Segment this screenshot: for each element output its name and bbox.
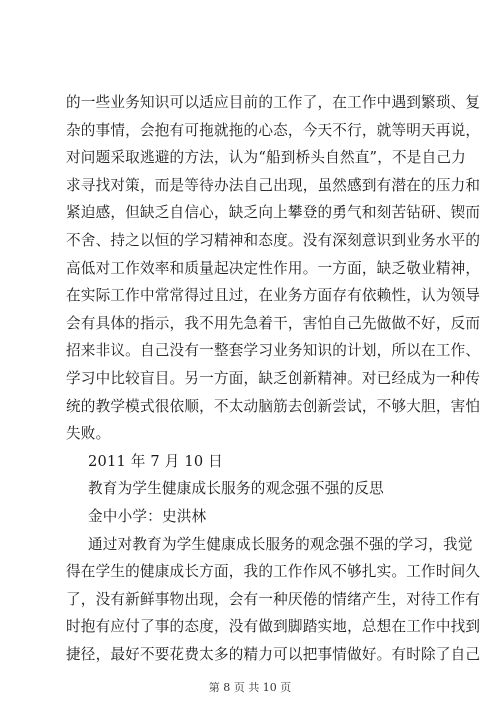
text-line: 了，没有新鲜事物出现，会有一种厌倦的情绪产生，对待工作有 [66,590,481,608]
text-line: 紧迫感，但缺乏自信心，缺乏向上攀登的勇气和刻苦钻研、锲而 [66,204,481,222]
page-number-footer: 第 8 页 共 10 页 [208,681,292,694]
text-line: 捷径，最好不要花费太多的精力可以把事情做好。有时除了自己 [66,645,481,663]
text-line: 得在学生的健康成长方面，我的工作作风不够扎实。工作时间久 [66,563,481,581]
text-line: 统的教学模式很依顺，不太动脑筋去创新尝试，不够大胆，害怕 [66,397,481,415]
text-line: 求寻找对策，而是等待办法自己出现，虽然感到有潜在的压力和 [66,176,481,194]
text-line: 不舍、持之以恒的学习精神和态度。没有深刻意识到业务水平的 [66,231,481,249]
text-line: 通过对教育为学生健康成长服务的观念强不强的学习，我觉 [88,535,473,553]
date-line: 2011 年 7 月 10 日 [88,452,223,470]
text-line: 在实际工作中常常得过且过，在业务方面存有依赖性，认为领导 [66,287,481,305]
author-line: 金中小学：史洪林 [88,507,207,525]
text-line: 时抱有应付了事的态度，没有做到脚踏实地，总想在工作中找到 [66,618,481,636]
text-line: 对问题采取逃避的方法，认为“船到桥头自然直”，不是自己力 [66,149,466,167]
text-line: 高低对工作效率和质量起决定性作用。一方面，缺乏敬业精神， [66,259,481,277]
text-line: 学习中比较盲目。另一方面，缺乏创新精神。对已经成为一种传 [66,369,481,387]
text-line: 招来非议。自己没有一整套学习业务知识的计划，所以在工作、 [66,342,481,360]
text-line: 杂的事情，会抱有可拖就拖的心态，今天不行，就等明天再说， [66,121,481,139]
document-body [66,89,481,668]
text-line: 失败。 [66,425,111,443]
article-title: 教育为学生健康成长服务的观念强不强的反思 [88,480,384,498]
text-line: 的一些业务知识可以适应目前的工作了，在工作中遇到繁琐、复 [66,94,481,111]
text-line: 会有具体的指示，我不用先急着干，害怕自己先做做不好，反而 [66,314,481,332]
